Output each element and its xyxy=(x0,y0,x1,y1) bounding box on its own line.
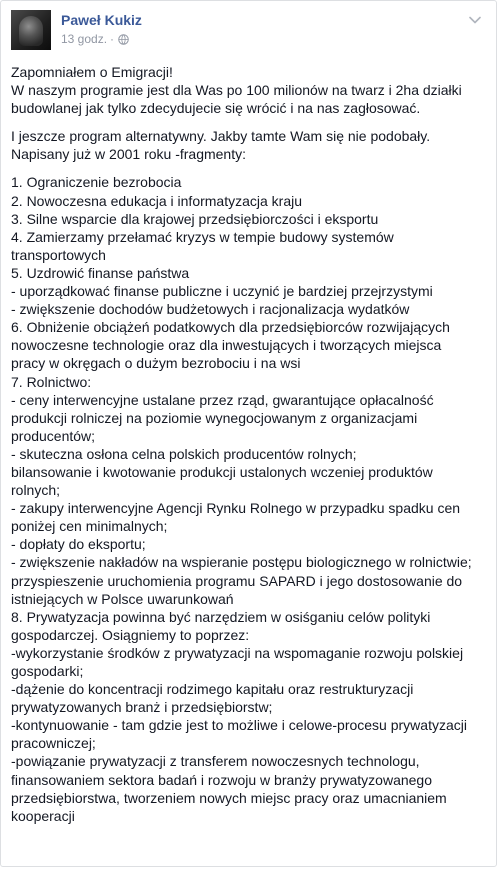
post-text-line: finansowaniem sektora badań i rozwoju w branży prywatyzowanego xyxy=(11,771,432,788)
post-text-line: gospodarki; xyxy=(11,663,84,679)
post-text-line: - zwiększenie nakładów na wspieranie postępu biologicznego w rolnictwie; xyxy=(11,554,472,571)
post-text-line: kooperacji xyxy=(11,807,75,824)
post-text-line: 3. Silne wsparcie dla krajowej przedsiębiorczości i eksportu xyxy=(11,210,379,227)
post-text-line: 7. Rolnictwo: xyxy=(11,373,92,390)
post-text-line: -powiązanie prywatyzacji z transferem nowoczesnych technologu, xyxy=(11,753,420,770)
avatar-portrait xyxy=(19,16,43,46)
post-text-line: - skuteczna osłona celna polskich producentów rolnych; xyxy=(11,445,357,462)
post-text-line: pracy w okręgach o dużym bezrobociu i na wsi xyxy=(11,355,301,372)
globe-icon[interactable] xyxy=(118,34,129,45)
post-text-line: 5. Uzdrowić finanse państwa xyxy=(11,264,190,281)
post-text-line: producentów; xyxy=(11,427,96,444)
post-text-line: gospodarczej. Osiągniemy to poprzez: xyxy=(11,626,250,643)
post-text-line: - dopłaty do eksportu; xyxy=(11,536,146,553)
post-text-line: pracowniczej; xyxy=(11,735,96,752)
post-text-line: - zwiększenie dochodów budżetowych i racjonalizacja wydatków xyxy=(11,301,410,318)
avatar[interactable] xyxy=(11,10,51,50)
post-text-line: przedsiębiorstwa, tworzeniem nowych miejsc pracy oraz umacnianiem xyxy=(11,789,447,806)
post-timestamp[interactable]: 13 godz. xyxy=(61,32,108,46)
post-paragraph xyxy=(11,63,489,117)
post-text-line: rolnych; xyxy=(11,482,61,499)
post-meta xyxy=(61,32,129,46)
author-name-link[interactable]: Paweł Kukiz xyxy=(61,12,142,28)
post-text-line: produkcji rolniczej na poziomie wynegocjowanym z organizacjami xyxy=(11,409,418,426)
post-text-line: 8. Prywatyzacja powinna być narzędziem w osiśganiu celów polityki xyxy=(11,608,431,625)
post-text-line: nowoczesne technologie oraz dla inwestujących i tworzących miejsca xyxy=(11,337,442,354)
post-text-line: 2. Nowoczesna edukacja i informatyzacja kraju xyxy=(11,192,303,209)
post-text-line: 4. Zamierzamy przełamać kryzys w tempie budowy systemów xyxy=(11,228,394,245)
post-text-line: I jeszcze program alternatywny. Jakby tamte Wam się nie podobały. xyxy=(11,128,431,145)
post-text-line: 6. Obniżenie obciążeń podatkowych dla przedsiębiorców rozwijających xyxy=(11,319,450,336)
post-text-line: - ceny interwencyjne ustalane przez rząd, gwarantujące opłacalność xyxy=(11,391,434,408)
post-text-line: Napisany już w 2001 roku -fragmenty: xyxy=(11,146,246,163)
post-text-line: istniejących w Polsce uwarunkowań xyxy=(11,590,234,607)
post-text-line: przyspieszenie uruchomienia programu SAPARD i jego dostosowanie do xyxy=(11,572,463,589)
post-text xyxy=(11,63,489,825)
post-text-line: poniżej cen minimalnych; xyxy=(11,518,168,535)
post-paragraph xyxy=(11,127,489,163)
post-header xyxy=(11,10,481,54)
meta-separator: · xyxy=(110,32,115,46)
post-text-line: -dążenie do koncentracji rodzimego kapitału oraz restrukturyzacji xyxy=(11,681,414,698)
chevron-down-icon[interactable] xyxy=(469,16,481,24)
post-text-line: - zakupy interwencyjne Agencji Rynku Rolnego w przypadku spadku cen xyxy=(11,500,461,517)
post-text-line: 1. Ograniczenie bezrobocia xyxy=(11,174,182,191)
post-text-line: budowlanej jak tylko zdecydujecie się wrócić i na nas zagłosować. xyxy=(11,100,421,117)
post-text-line: -wykorzystanie środków z prywatyzacji na wspomaganie rozwoju polskiej xyxy=(11,644,464,661)
post-text-line: transportowych xyxy=(11,246,106,263)
post-paragraph xyxy=(11,173,489,824)
post-text-line: W naszym programie jest dla Was po 100 milionów na twarz i 2ha działki xyxy=(11,82,462,99)
post-text-line: bilansowanie i kwotowanie produkcji ustalonych wczeniej produktów xyxy=(11,463,433,480)
post-text-line: prywatyzowanych branż i przedsiębiorstw; xyxy=(11,699,273,716)
post-text-line: Zapomniałem o Emigracji! xyxy=(11,64,173,80)
post-text-line: - uporządkować finanse publiczne i uczynić je bardziej przejrzystymi xyxy=(11,283,433,300)
post-text-line: -kontynuowanie - tam gdzie jest to możliwe i celowe-procesu prywatyzacji xyxy=(11,717,467,734)
